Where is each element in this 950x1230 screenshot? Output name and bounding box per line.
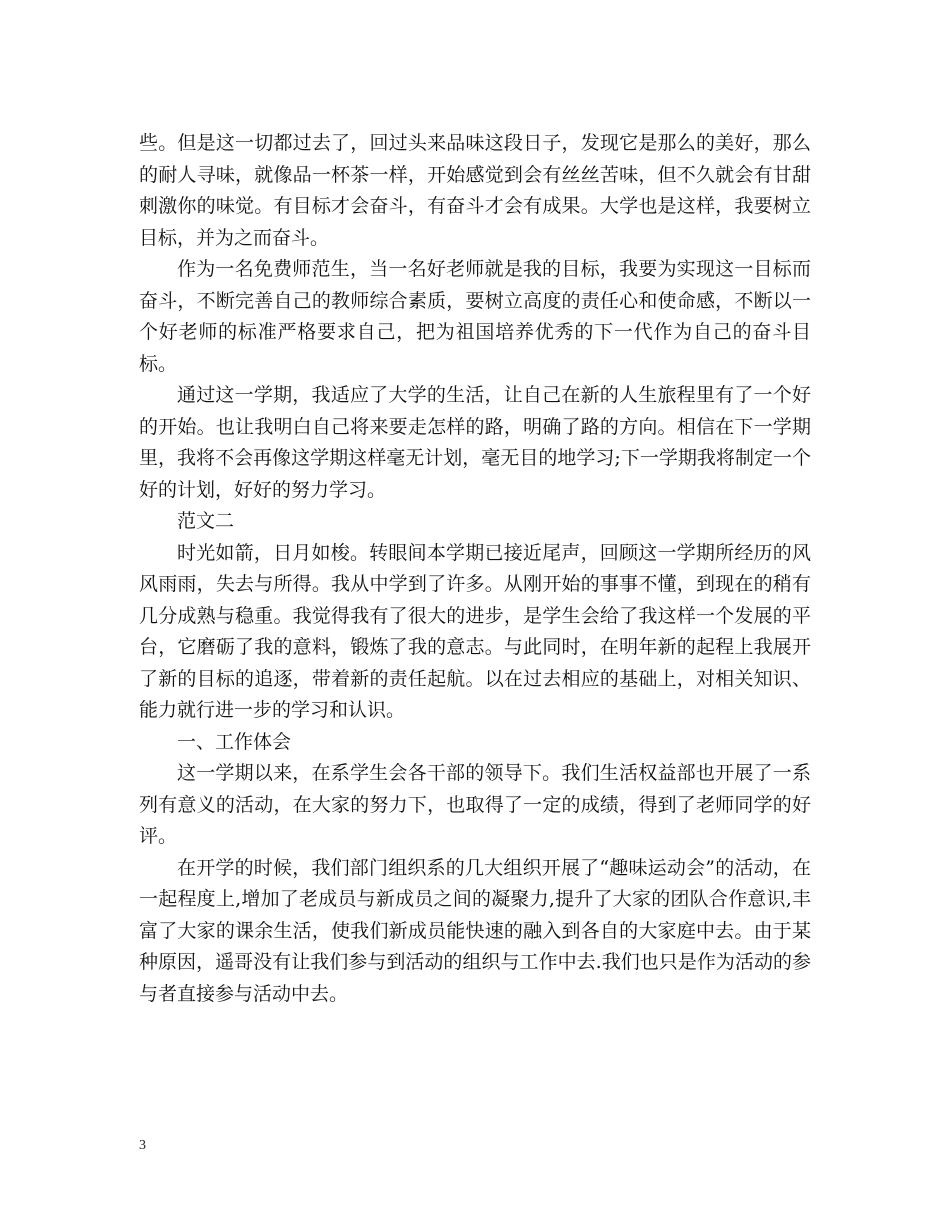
paragraph-8: 在开学的时候，我们部门组织系的几大组织开展了“趣味运动会”的活动，在一起程度上,增加了老成员与新成员之间的凝聚力,提升了大家的团队合作意识,丰富了大家的课余生活，使我们新成员能快速的融入到各自的大家庭中去。由于某种原因，遥哥没有让我们参与到活动的组织与工作中去.我们也只是作为活动的参与者直接参与活动中去。 — [139, 856, 811, 1005]
section-heading-work-experience: 一、工作体会 — [177, 730, 292, 753]
paragraph-3: 通过这一学期，我适应了大学的生活，让自己在新的人生旅程里有了一个好的开始。也让我明白自己将来要走怎样的路，明确了路的方向。相信在下一学期里，我将不会再像这学期这样毫无计划，毫无目的地学习;下一学期我将制定一个好的计划，好好的努力学习。 — [139, 384, 811, 501]
paragraph-5: 时光如箭，日月如梭。转眼间本学期已接近尾声，回顾这一学期所经历的风风雨雨，失去与所得。我从中学到了许多。从刚开始的事事不懂，到现在的稍有几分成熟与稳重。我觉得我有了很大的进步，是学生会给了我这样一个发展的平台，它磨砺了我的意料，锻炼了我的意志。与此同时，在明年新的起程上我展开了新的目标的追逐，带着新的责任起航。以在过去相应的基础上，对相关知识、能力就行进一步的学习和认识。 — [139, 541, 811, 721]
paragraph-2: 作为一名免费师范生，当一名好老师就是我的目标，我要为实现这一目标而奋斗，不断完善自己的教师综合素质，要树立高度的责任心和使命感，不断以一个好老师的标准严格要求自己，把为祖国培养优秀的下一代作为自己的奋斗目标。 — [139, 258, 811, 375]
page-number: 3 — [139, 1138, 146, 1153]
paragraph-7: 这一学期以来，在系学生会各干部的领导下。我们生活权益部也开展了一系列有意义的活动，在大家的努力下，也取得了一定的成绩，得到了老师同学的好评。 — [139, 762, 811, 847]
paragraph-1: 些。但是这一切都过去了，回过头来品味这段日子，发现它是那么的美好，那么的耐人寻味，就像品一杯茶一样，开始感觉到会有丝丝苦味，但不久就会有甘甜刺激你的味觉。有目标才会奋斗，有奋斗才会有成果。大学也是这样，我要树立目标，并为之而奋斗。 — [139, 132, 811, 249]
document-body — [139, 128, 811, 1010]
section-heading-fanwen-er: 范文二 — [177, 510, 235, 532]
